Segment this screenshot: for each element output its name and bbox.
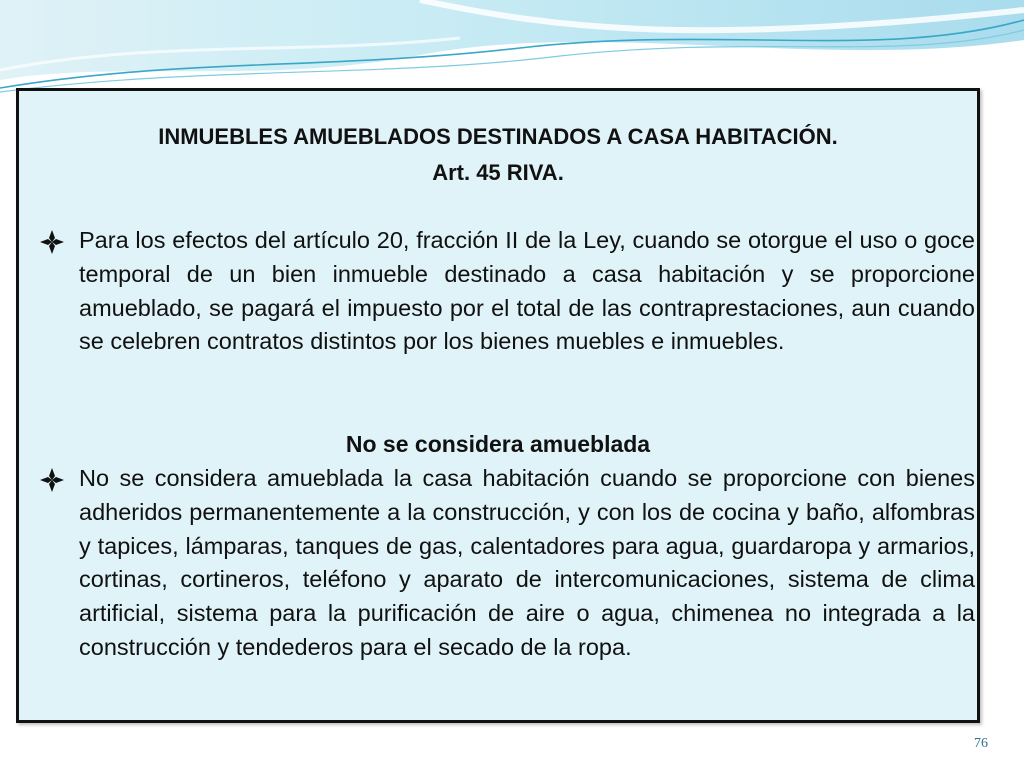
diamond-bullet-icon [37, 227, 67, 257]
slide-title: INMUEBLES AMUEBLADOS DESTINADOS A CASA HABITACIÓN. [158, 124, 838, 149]
slide-subtitle-article: Art. 45 RIVA. [432, 160, 564, 185]
paragraph-furnished-definition: Para los efectos del artículo 20, fracción II de la Ley, cuando se otorgue el uso o goce temporal de un bien inmueble destinado a casa habitación y se proporcione amueblado, se pagará el impuesto por el total de las contraprestaciones, aun cuando se celebren contratos distintos por los bienes muebles e inmuebles. [79, 227, 975, 355]
wave-header-decoration [0, 0, 1024, 95]
section-heading: No se considera amueblada [345, 431, 651, 457]
page-number: 76 [974, 736, 988, 751]
diamond-bullet-icon [37, 465, 67, 495]
paragraph-not-furnished: No se considera amueblada la casa habitación cuando se proporcione con bienes adheridos permanentemente a la construcción, y con los de cocina y baño, alfombras y tapices, lámparas, tanques de gas, calentadores para agua, guardaropa y armarios, cortinas, cortineros, teléfono y aparato de intercomunicaciones, sistema de clima artificial, sistema para la purificación de aire o agua, chimenea no integrada a la construcción y tendederos para el secado de la ropa. [79, 465, 975, 660]
content-box [16, 88, 980, 723]
